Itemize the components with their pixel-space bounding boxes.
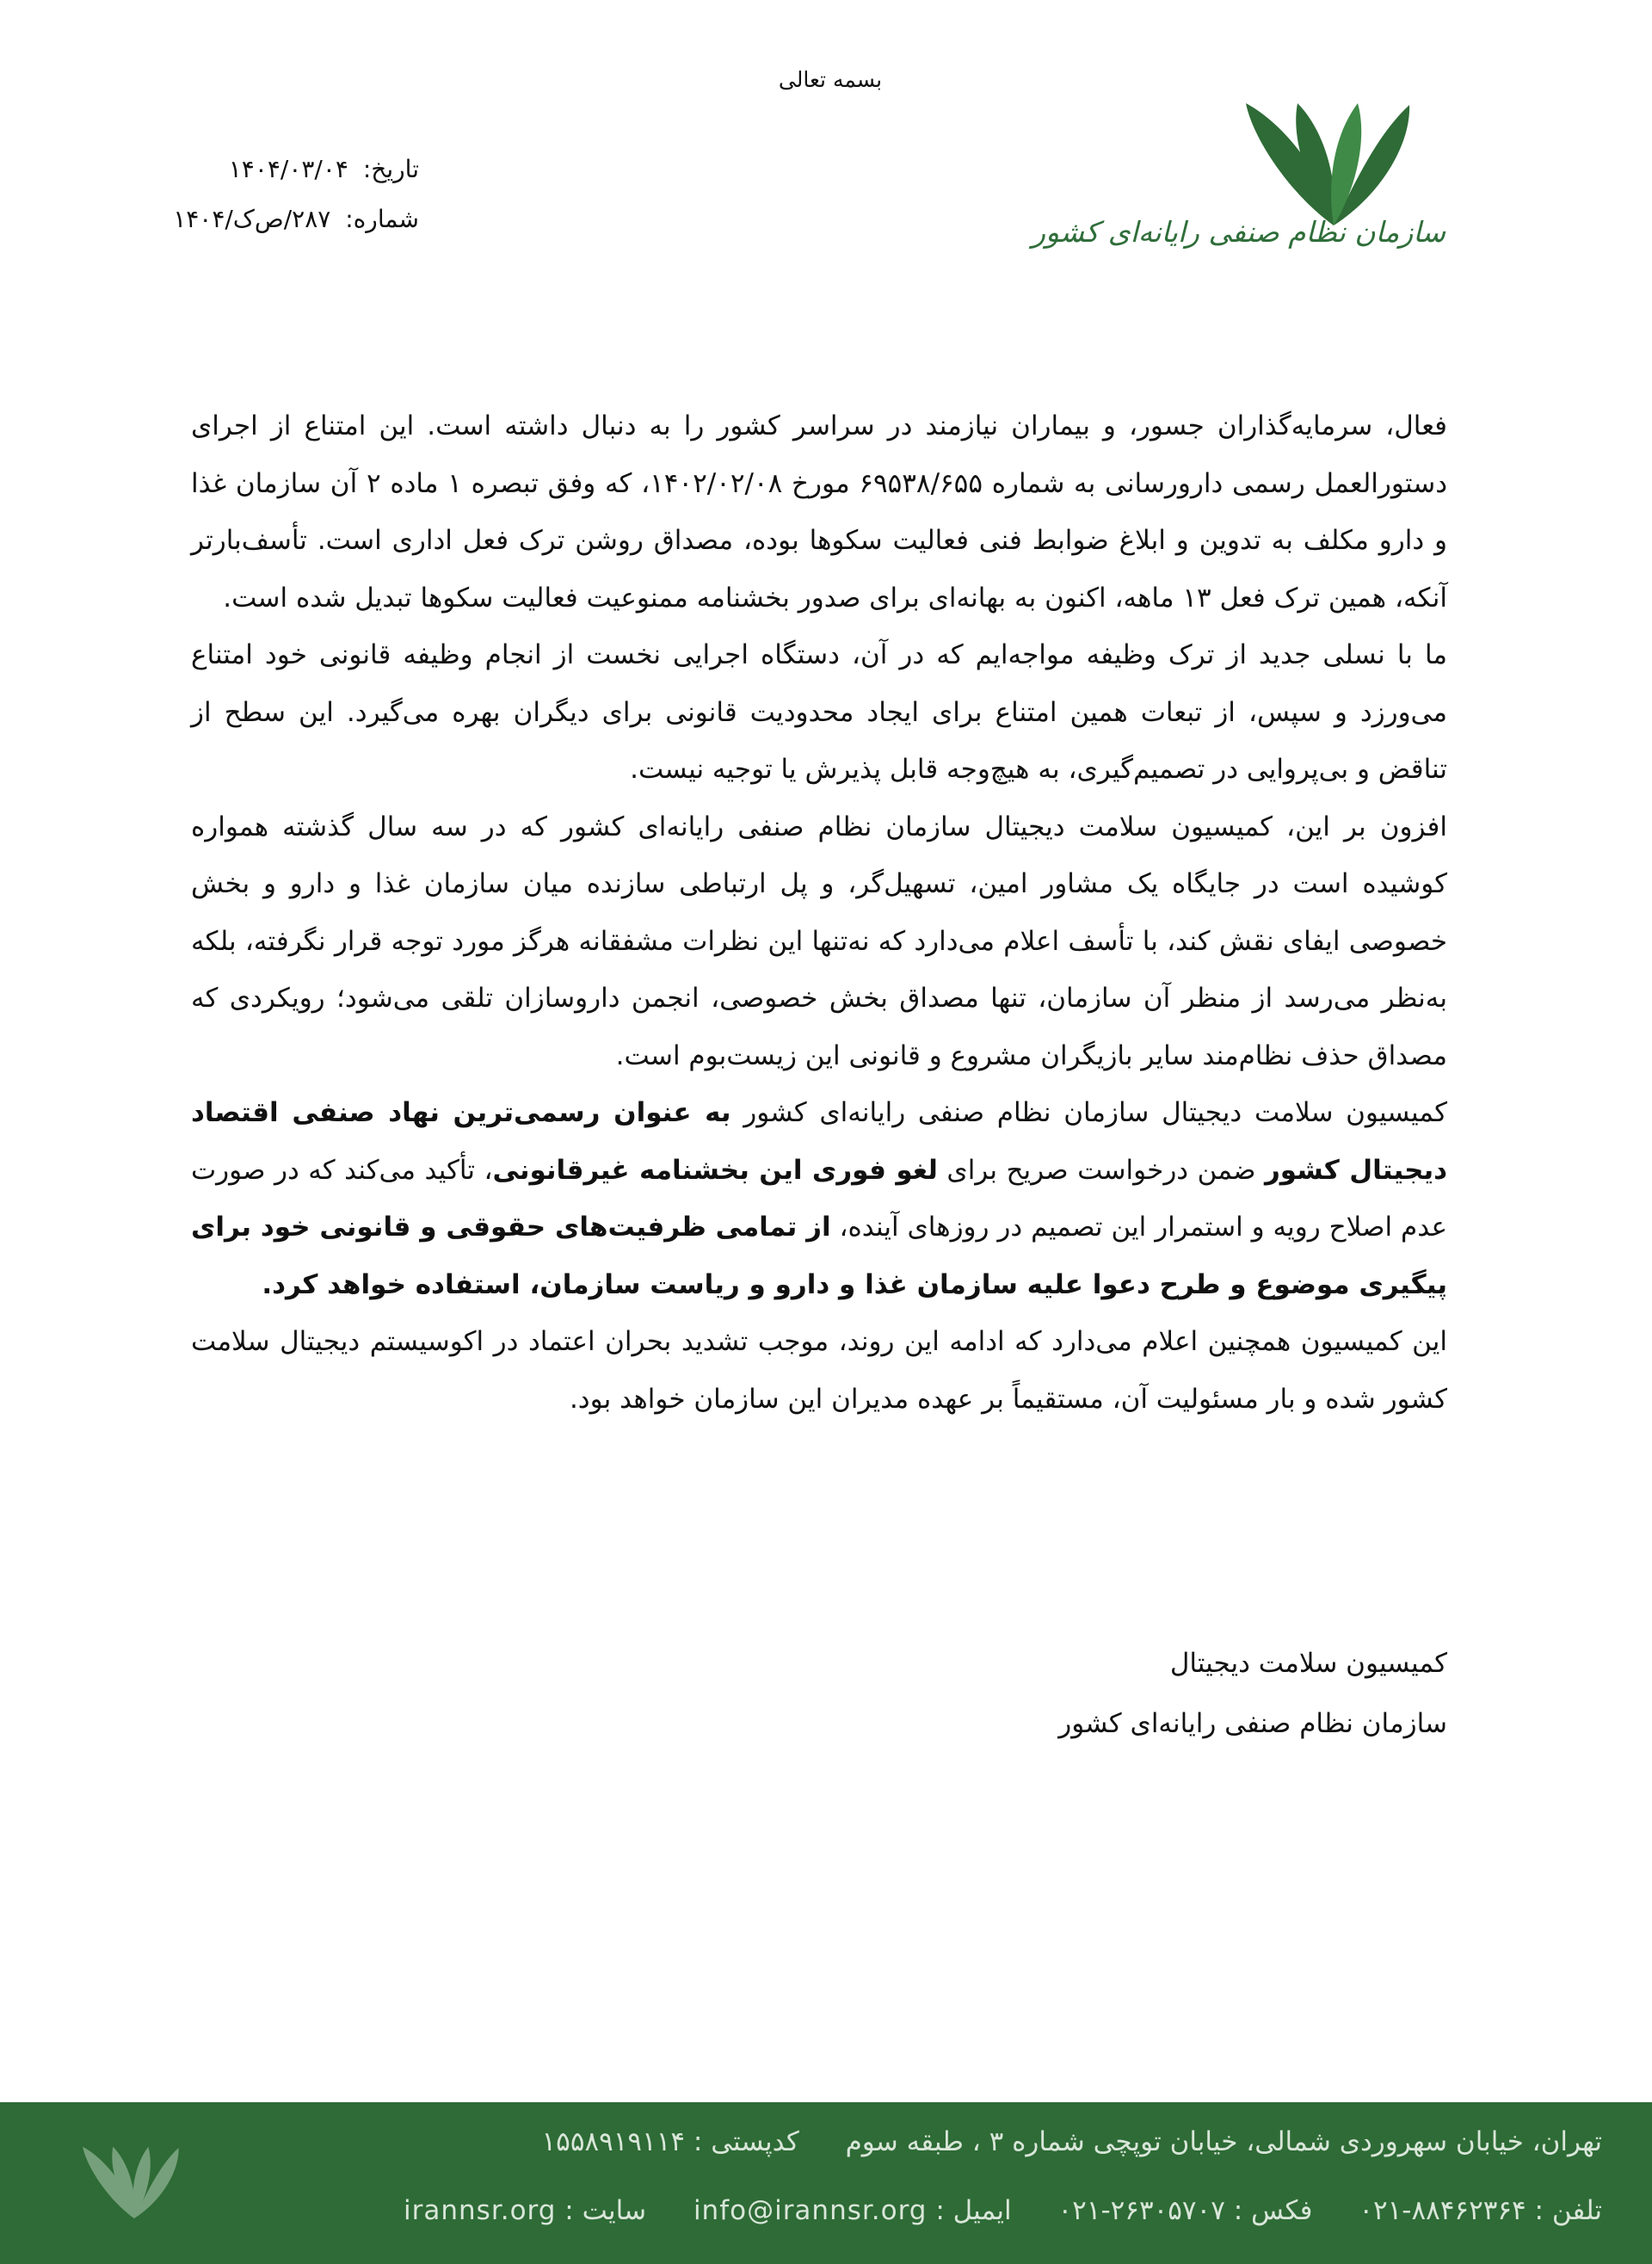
footer-fax: فکس : ۲۶۳۰۵۷۰۷-۰۲۱: [1057, 2195, 1313, 2226]
footer-website[interactable]: سایت : irannsr.org: [404, 2195, 647, 2226]
paragraph-5: این کمیسیون همچنین اعلام می‌دارد که ادامه این روند، موجب تشدید بحران اعتماد در اکوسیستم دیجیتال سلامت کشور شده و بار مسئولیت آن، مستقیماً بر عهده مدیران این سازمان خواهد بود.: [191, 1326, 1447, 1415]
letter-body: [191, 398, 1447, 1428]
number-label: شماره:: [345, 205, 419, 233]
signature-line-1: کمیسیون سلامت دیجیتال: [1169, 1648, 1447, 1679]
paragraph-4-part-c: ضمن درخواست صریح برای: [937, 1154, 1265, 1186]
footer-bar: [0, 2102, 1652, 2264]
organization-logo: [1205, 96, 1454, 281]
paragraph-2: ما با نسلی جدید از ترک وظیفه مواجه‌ایم که در آن، دستگاه اجرایی نخست از انجام وظیفه قانونی خود امتناع می‌ورزد و سپس، از تبعات همین امتناع برای ایجاد محدودیت قانونی برای دیگران بهره می‌گیرد. این سطح از تناقض و بی‌پروایی در تصمیم‌گیری، به هیچ‌وجه قابل پذیرش یا توجیه نیست.: [191, 639, 1447, 785]
letter-meta: [144, 145, 419, 244]
basmala-heading: بسمه تعالی: [778, 67, 883, 92]
date-label: تاریخ:: [362, 155, 419, 183]
number-row: [144, 194, 419, 244]
footer-address-row: [504, 2126, 1602, 2157]
logo-leaf-icon: [1205, 96, 1454, 234]
signature-block: [845, 1633, 1447, 1754]
logo-caption: سازمان نظام صنفی رایانه‌ای کشور: [1032, 215, 1446, 249]
paragraph-4-part-a: کمیسیون سلامت دیجیتال سازمان نظام صنفی رایانه‌ای کشور: [730, 1097, 1447, 1128]
paragraph-4-bold-demand: لغو فوری این بخشنامه غیرقانونی: [492, 1154, 938, 1186]
paragraph-1: فعال، سرمایه‌گذاران جسور، و بیماران نیازمند در سراسر کشور را به دنبال داشته است. این امتناع از اجرای دستورالعمل رسمی دارورسانی به شماره ۶۹۵۳۸/۶۵۵ مورخ ۱۴۰۲/۰۲/۰۸، که وفق تبصره ۱ ماده ۲ آن سازمان غذا و دارو مکلف به تدوین و ابلاغ ضوابط فنی فعالیت سکوها بوده، مصداق روشن ترک فعل اداری است. تأسف‌بارتر آنکه، همین ترک فعل ۱۳ ماهه، اکنون به بهانه‌ای برای صدور بخشنامه ممنوعیت فعالیت سکوها تبدیل شده است.: [191, 410, 1447, 614]
footer-contact-row: [366, 2195, 1602, 2226]
footer-phone: تلفن : ۸۸۴۶۲۳۶۴-۰۲۱: [1359, 2195, 1602, 2226]
footer-email[interactable]: ایمیل : info@irannsr.org: [693, 2195, 1012, 2226]
paragraph-4: [191, 1084, 1447, 1313]
footer-logo-icon: [59, 2118, 205, 2249]
paragraph-4-bold-org-title: به عنوان رسمی‌ترین نهاد صنفی اقتصاد دیجیتال کشور: [191, 1097, 1447, 1186]
paragraph-4-bold-legal-action: از تمامی ظرفیت‌های حقوقی و قانونی خود برای پیگیری موضوع و طرح دعوا علیه سازمان غذا و دارو و ریاست سازمان، استفاده خواهد کرد.: [191, 1212, 1447, 1300]
paragraph-4-part-e: ، تأکید می‌کند که در صورت عدم اصلاح رویه و استمرار این تصمیم در روزهای آینده،: [191, 1154, 1447, 1243]
signature-line-2: سازمان نظام صنفی رایانه‌ای کشور: [1058, 1708, 1447, 1739]
footer-address: تهران، خیابان سهروردی شمالی، خیابان توپچی شماره ۳ ، طبقه سوم: [845, 2126, 1602, 2157]
paragraph-3: افزون بر این، کمیسیون سلامت دیجیتال سازمان نظام صنفی رایانه‌ای کشور که در سه سال گذشته همواره کوشیده است در جایگاه یک مشاور امین، تسهیل‌گر، و پل ارتباطی سازنده میان سازمان غذا و دارو و بخش خصوصی ایفای نقش کند، با تأسف اعلام می‌دارد که نه‌تنها این نظرات مشفقانه هرگز مورد توجه قرار نگرفته، بلکه به‌نظر می‌رسد از منظر آن سازمان، تنها مصداق بخش خصوصی، انجمن داروسازان تلقی می‌شود؛ رویکردی که مصداق حذف نظام‌مند سایر بازیگران مشروع و قانونی این زیست‌بوم است.: [191, 811, 1447, 1071]
footer-postal-code: کدپستی : ۱۵۵۸۹۱۹۱۱۴: [541, 2126, 799, 2157]
number-value: ۲۸۷/ص‌ک/۱۴۰۴: [173, 205, 331, 233]
date-value: ۱۴۰۴/۰۳/۰۴: [228, 155, 348, 183]
date-row: [144, 145, 419, 194]
